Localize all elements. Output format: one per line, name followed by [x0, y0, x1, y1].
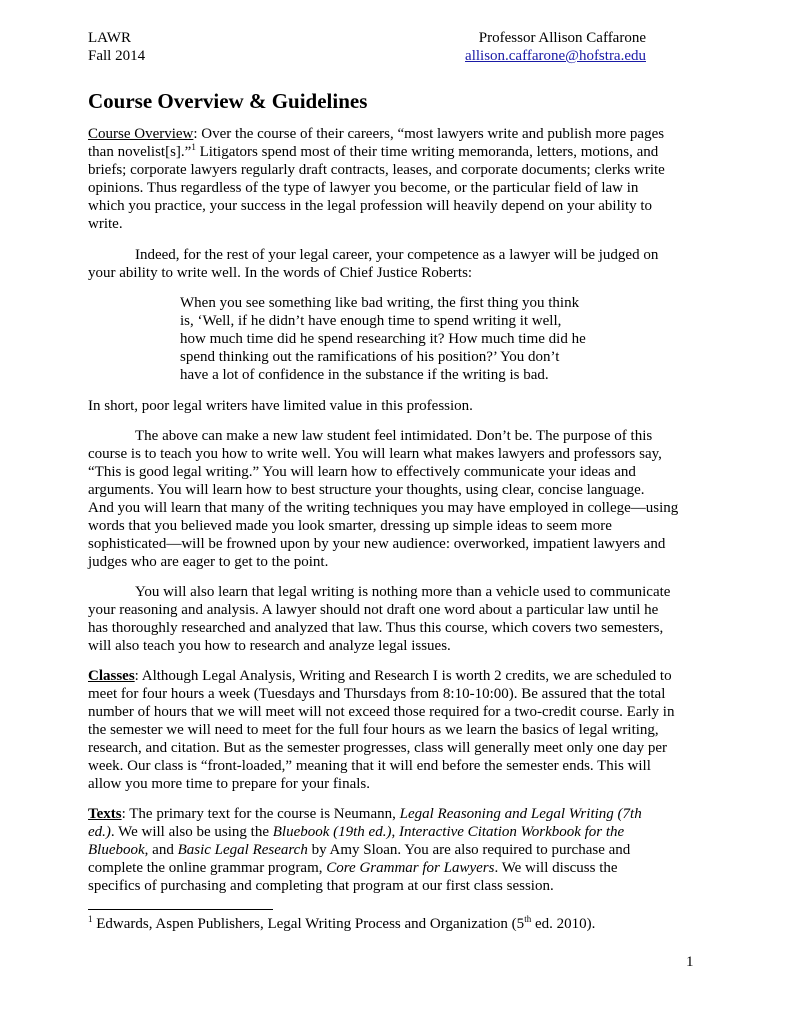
classes-paragraph: Classes: Although Legal Analysis, Writing and Research I is worth 2 credits, we are scheduled to meet for four hours a week (Tuesdays and Thursdays from 8:10-10:00). Be assured that the total number of hours that we will meet will not exceed those required for a two-credit course. Early in the semester we will need to meet for the full four hours as we learn the basics of legal writing, research, and citation. But as the semester progresses, class will generally meet only one day per week. Our class is “front-loaded,” meaning that it will end before the semester ends. This will allow you more time to prepare for your finals. — [88, 668, 675, 792]
email-link[interactable]: allison.caffarone@hofstra.edu — [465, 48, 646, 64]
overview-heading: Course Overview — [88, 126, 194, 142]
texts-heading: Texts — [88, 806, 122, 822]
professor-name: Professor Allison Caffarone — [478, 30, 646, 46]
indeed-paragraph: Indeed, for the rest of your legal career, your competence as a lawyer will be judged on your ability to write well. In the words of Chief Justice Roberts: — [88, 247, 659, 281]
texts-paragraph: Texts: The primary text for the course is Neumann, Legal Reasoning and Legal Writing (7th ed.). We will also be using the Bluebook (19th ed.), Interactive Citation Workbook for the Bluebook, and Basic Legal Research by Amy Sloan. You are also required to purchase and complete the online grammar program, Core Grammar for Lawyers. We will discuss the specifics of purchasing and completing that program at our first class session. — [88, 806, 642, 894]
footnote-separator — [88, 909, 273, 910]
footnote: $^1$ Edwards, Aspen Publishers, Legal Writing Process and Organization (5th ed. 2010). — [88, 914, 596, 932]
footnote-mark: 1 — [88, 914, 93, 924]
above-paragraph: The above can make a new law student feel intimidated. Don’t be. The purpose of this course is to teach you how to write well. You will learn what makes lawyers and professors say, “This is good legal writing.” You will learn how to effectively communicate your ideas and arguments. You will learn how to best structure your thoughts, using clear, concise language. And you will learn that many of the writing techniques you may have employed in college—using words that you believed made you look smarter, dressing up simple ideas to seem more sophisticated—will be frowned upon by your new audience: overworked, impatient lawyers and judges who are eager to get to the point. — [88, 428, 679, 570]
footnote-ref[interactable]: 1 — [191, 142, 196, 152]
term: Fall 2014 — [88, 48, 146, 64]
in-short-paragraph: In short, poor legal writers have limited value in this profession. — [88, 398, 473, 414]
roberts-quote: When you see something like bad writing, the first thing you think is, ‘Well, if he didn’t have enough time to spend writing it well, how much time did he spend researching it? How much time did he spend thinking out the ramifications of his position?’ You don’t have a lot of confidence in the substance if the writing is bad. — [180, 295, 586, 383]
course-code: LAWR — [88, 30, 131, 46]
page-title: Course Overview & Guidelines — [88, 89, 368, 113]
page-number: 1 — [686, 954, 694, 970]
also-paragraph: You will also learn that legal writing is nothing more than a vehicle used to communicate your reasoning and analysis. A lawyer should not draft one word about a particular law until he has thoroughly researched and analyzed that law. Thus this course, which covers two semesters, will also teach you how to research and analyze legal issues. — [88, 584, 671, 654]
overview-paragraph: Course Overview: Over the course of their careers, “most lawyers write and publish more pages than novelist[s].”$^1$ Litigators spend most of their time writing memoranda, letters, motions, and briefs; corporate lawyers regularly draft contracts, leases, and corporate documents; clerks write opinions. Thus regardless of the type of lawyer you become, or the particular field of law in which you practice, your success in the legal profession will heavily depend on your ability to write. — [88, 126, 665, 232]
classes-heading: Classes — [88, 668, 135, 684]
